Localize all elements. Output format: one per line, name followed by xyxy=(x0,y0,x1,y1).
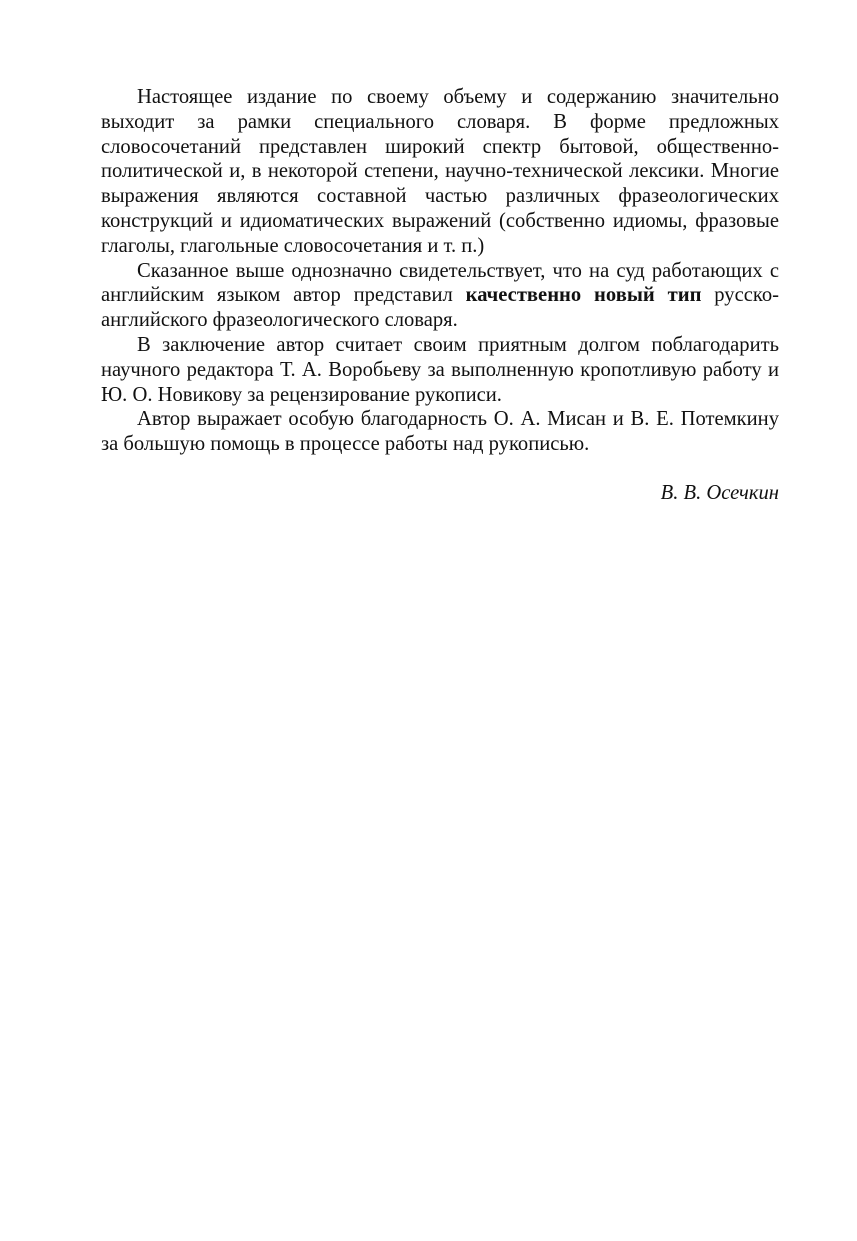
paragraph-edition-scope xyxy=(101,85,779,259)
document-page xyxy=(101,85,779,506)
paragraph-text: Автор выражает особую благодарность О. А. Мисан и В. Е. Потемкину за большую помощь в процессе работы над рукописью. xyxy=(101,408,779,456)
paragraph-text-after: русско-английского фразеологического словаря. xyxy=(101,284,780,332)
paragraph-acknowledgement-editor xyxy=(101,333,779,407)
author-signature: В. В. Осечкин xyxy=(660,481,779,504)
paragraph-acknowledgement-help xyxy=(101,407,779,457)
paragraph-text-before: Сказанное выше однозначно свидетельствует, что на суд работающих с английским языком автор представил xyxy=(101,259,779,307)
paragraph-new-type xyxy=(101,259,779,333)
bold-emphasis: качественно новый тип xyxy=(465,284,702,307)
paragraph-text: Настоящее издание по своему объему и содержанию значительно выходит за рамки специального словаря. В форме предложных словосочетаний представлен широкий спектр бытовой, общественно-политической и, в некоторой степени, научно-технической лексики. Многие выражения являются составной частью различных фразеологических конструкций и идиоматических выражений (собственно идиомы, фразовые глаголы, глагольные словосочетания и т. п.) xyxy=(101,86,779,257)
paragraph-text: В заключение автор считает своим приятным долгом поблагодарить научного редактора Т. А. Воробьеву за выполненную кропотливую работу и Ю. О. Новикову за рецензирование рукописи. xyxy=(101,333,779,406)
